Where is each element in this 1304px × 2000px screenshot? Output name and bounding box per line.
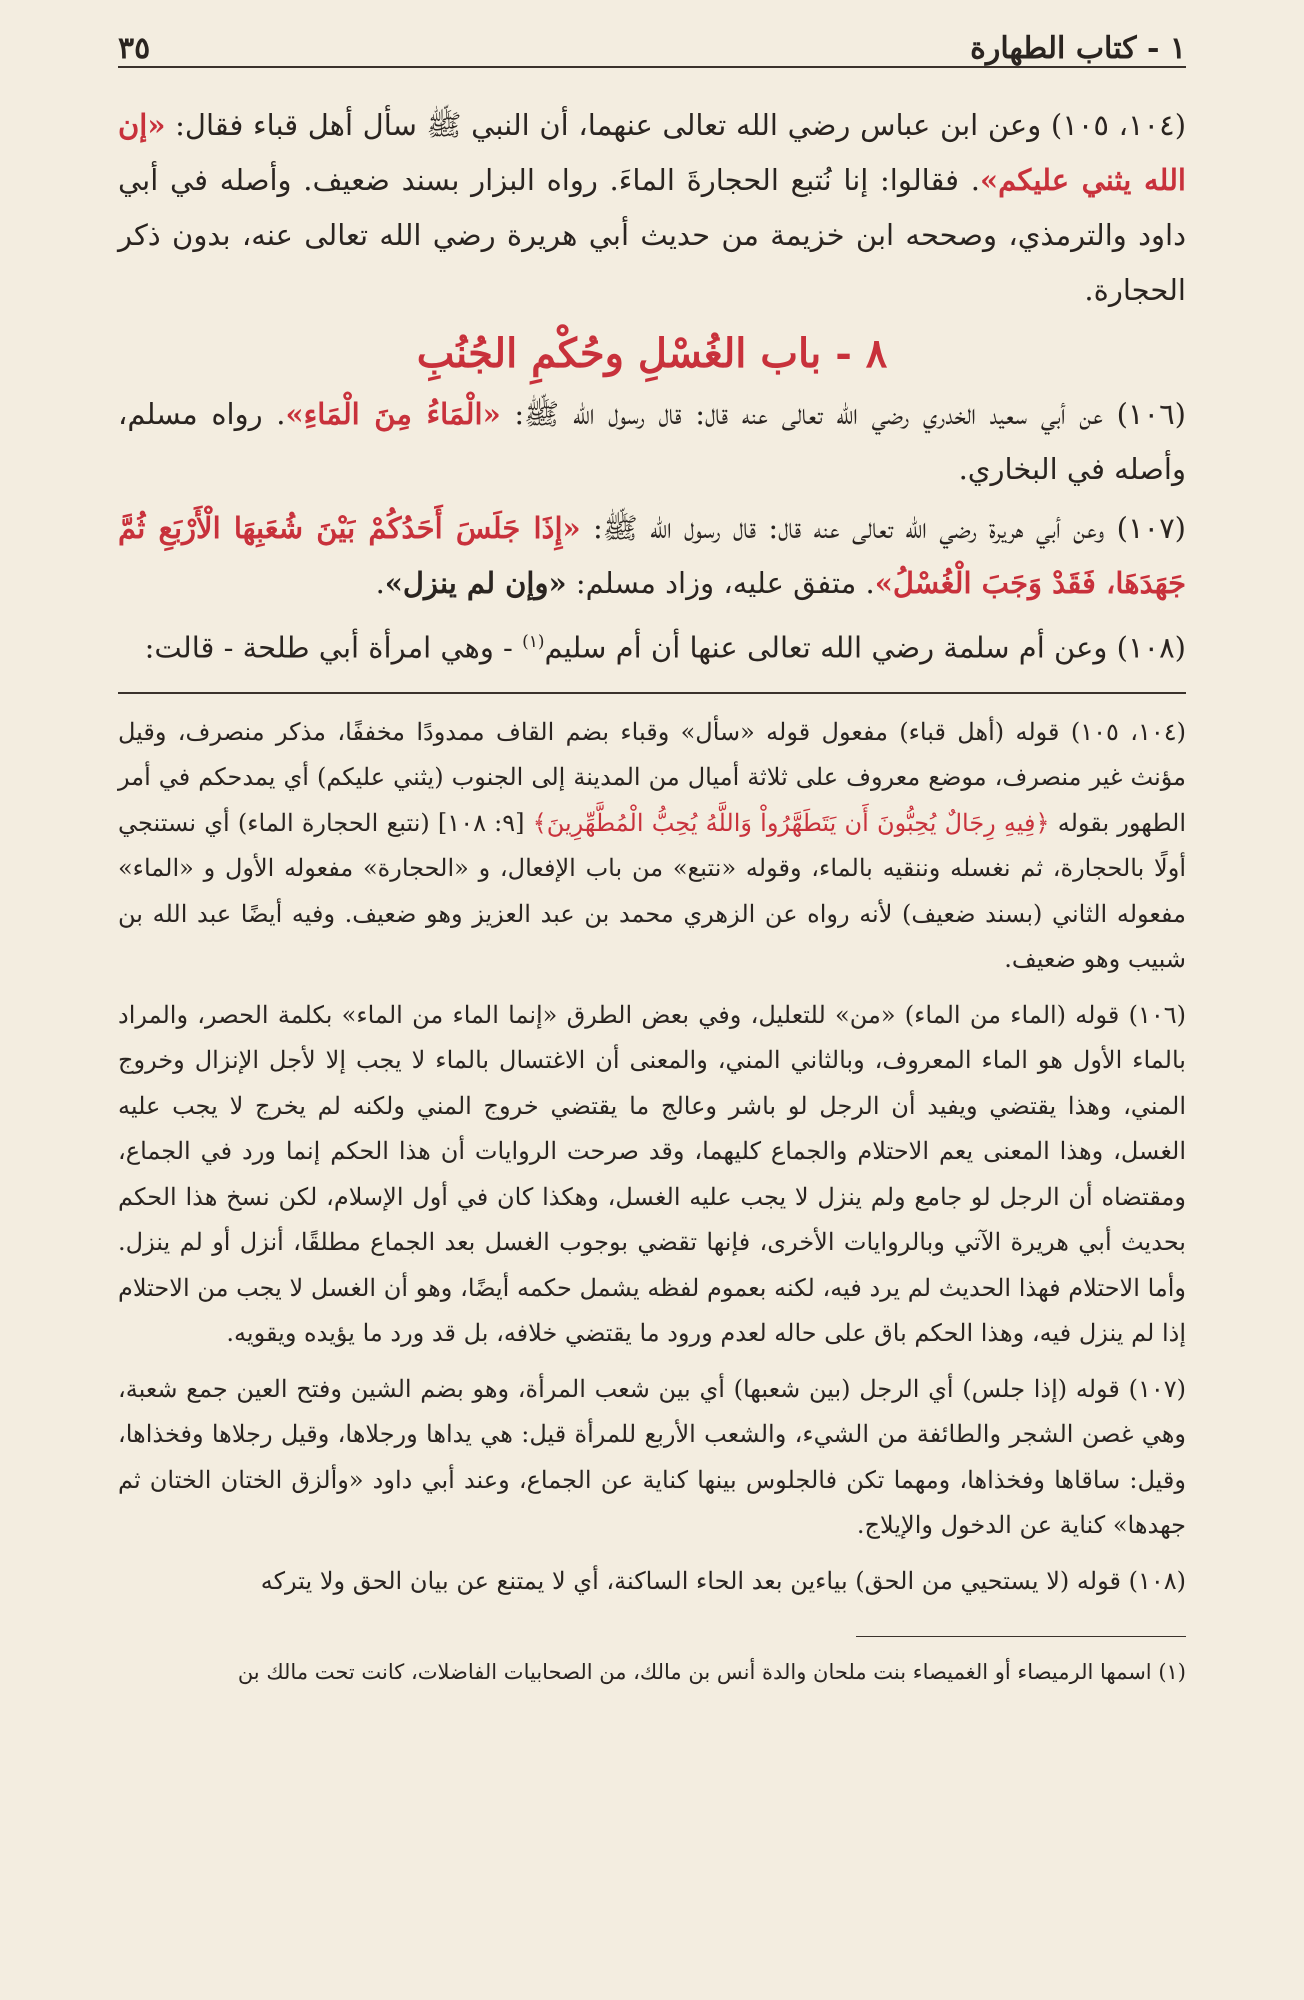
hadith-108 <box>118 615 1186 676</box>
commentary-104 <box>118 710 1186 983</box>
hadith-107-addition: «وإن لم ينزل» <box>384 566 567 600</box>
commentary-108: (١٠٨) قوله (لا يستحيي من الحق) بياءين بعد الحاء الساكنة، أي لا يمتنع عن بيان الحق ولا يتركه <box>260 1566 1186 1595</box>
footnote: (١) اسمها الرميصاء أو الغميصاء بنت ملحان والدة أنس بن مالك، من الصحابيات الفاضلات، كانت تحت مالك بن <box>237 1660 1186 1685</box>
hadith-108-text: - وهي امرأة أبي طلحة - قالت: <box>144 630 523 665</box>
page-number: ٣٥ <box>118 31 151 66</box>
page-header <box>118 20 1186 68</box>
chapter-running-title: ١ - كتاب الطهارة <box>970 31 1186 66</box>
hadith-106-source: . رواه مسلم، وأصله في البخاري. <box>118 397 1186 486</box>
hadith-104-quote: «إن الله يثني عليكم» <box>118 108 1186 197</box>
commentary-106: (١٠٦) قوله (الماء من الماء) «من» للتعليل، وفي بعض الطرق «إنما الماء من الماء» بكلمة الحصر، والمراد بالماء الأول هو الماء المعروف، وبالثاني المني، والمعنى أن الاغتسال بالماء لا يجب إلا لأجل الإنزال وخروج المني، وهذا يقتضي ويفيد أن الرجل لو باشر وعالج ما يقتضي خروج المني ولكنه لم يخرج لا يجب عليه الغسل، وهذا المعنى يعم الاحتلام والجماع كليهما، وقد صرحت الروايات أن هذا الحكم إنما ورد في الجماع، ومقتضاه أن الرجل لو جامع ولم ينزل لا يجب عليه الغسل، وهكذا كان في أول الإسلام، لكن نسخ هذا الحكم بحديث أبي هريرة الآتي وبالروايات الأخرى، فإنها تقضي بوجوب الغسل بعد الجماع مطلقًا، أنزل أو لم ينزل. وأما الاحتلام فهذا الحديث لم يرد فيه، لكنه بعموم لفظه يشمل حكمه أيضًا، وهو أن الغسل لا يجب من الاحتلام إذا لم ينزل فيه، وهذا الحكم باق على حاله لعدم ورود ما يقتضي خلافه، بل قد ورد ما يؤيده ويقويه. <box>118 1000 1186 1348</box>
hadith-104-intro: (١٠٤، ١٠٥) وعن ابن عباس رضي الله تعالى عنهما، أن النبي ﷺ سأل أهل قباء فقال: <box>165 108 1187 142</box>
hadith-106-quote: «الْمَاءُ مِنَ الْمَاءِ» <box>285 397 501 431</box>
hadith-104 <box>118 98 1186 318</box>
hadith-104-source: . فقالوا: إنا نُتبع الحجارةَ الماءَ. رواه البزار بسند ضعيف. وأصله في أبي داود والترمذي، وصححه ابن خزيمة من حديث أبي هريرة رضي الله تعالى عنه، بدون ذكر الحجارة. <box>118 163 1186 307</box>
hadith-106-intro: (١٠٦) عن أبي سعيد الخدري رضي الله تعالى عنه قال: قال رسول الله ﷺ: <box>500 397 1186 431</box>
hadith-108-intro: (١٠٨) وعن أم سلمة رضي الله تعالى عنها أن أم سليم <box>544 630 1186 665</box>
commentary-107: (١٠٧) قوله (إذا جلس) أي الرجل (بين شعبها) أي بين شعب المرأة، وهو بضم الشين وفتح العين جمع شعبة، وهي غصن الشجر والطائفة من الشيء، والشعب الأربع للمرأة قيل: هي يداها ورجلاها، وقيل رجلاها وفخذاها، وقيل: ساقاها وفخذاها، ومهما تكن فالجلوس بينها كناية عن الجماع، وعند أبي داود «وألزق الختان الختان ثم جهدها» كناية عن الدخول والإيلاج. <box>118 1374 1186 1540</box>
commentary <box>118 710 1186 1605</box>
footnote-ref[interactable]: (١) <box>522 632 545 652</box>
commentary-104-rest: [٩: ١٠٨] (نتبع الحجارة الماء) أي نستنجي أولًا بالحجارة، ثم نغسله وننقيه بالماء، وقوله «نتبع» من باب الإفعال، و «الحجارة» مفعوله الأول و «الماء» مفعوله الثاني (بسند ضعيف) لأنه رواه عن الزهري محمد بن عبد العزيز وهو ضعيف. وفيه أيضًا عبد الله بن شبيب وهو ضعيف. <box>118 808 1186 974</box>
hadith-107-quote: «إِذَا جَلَسَ أَحَدُكُمْ بَيْنَ شُعَبِهَا الْأَرْبَعِ ثُمَّ جَهَدَهَا، فَقَدْ وَجَبَ الْغُسْلُ» <box>118 511 1186 600</box>
commentary-divider <box>118 692 1186 694</box>
chapter-title: ٨ - باب الغُسْلِ وحُكْمِ الجُنُبِ <box>416 330 888 377</box>
hadith-107-source: . متفق عليه، وزاد مسلم: <box>566 566 875 600</box>
footnote-divider <box>856 1636 1186 1637</box>
hadith-107 <box>118 501 1186 611</box>
quran-verse: ﴿فِيهِ رِجَالٌ يُحِبُّونَ أَن يَتَطَهَّرُواْ وَاللَّهُ يُحِبُّ الْمُطَّهِّرِينَ﴾ <box>532 808 1050 837</box>
hadith-106 <box>118 387 1186 497</box>
hadith-107-intro: (١٠٧) وعن أبي هريرة رضي الله تعالى عنه قال: قال رسول الله ﷺ: <box>580 511 1186 545</box>
hadith-107-end: . <box>375 566 385 600</box>
commentary-104-text: (١٠٤، ١٠٥) قوله (أهل قباء) مفعول قوله «سأل» وقباء بضم القاف ممدودًا مخففًا، مذكر منصرف، وقيل مؤنث غير منصرف، موضع معروف على ثلاثة أميال من المدينة إلى الجنوب (يثني عليكم) أي يمدحكم في أمر الطهور بقوله <box>118 717 1187 837</box>
main-text <box>118 98 1186 676</box>
